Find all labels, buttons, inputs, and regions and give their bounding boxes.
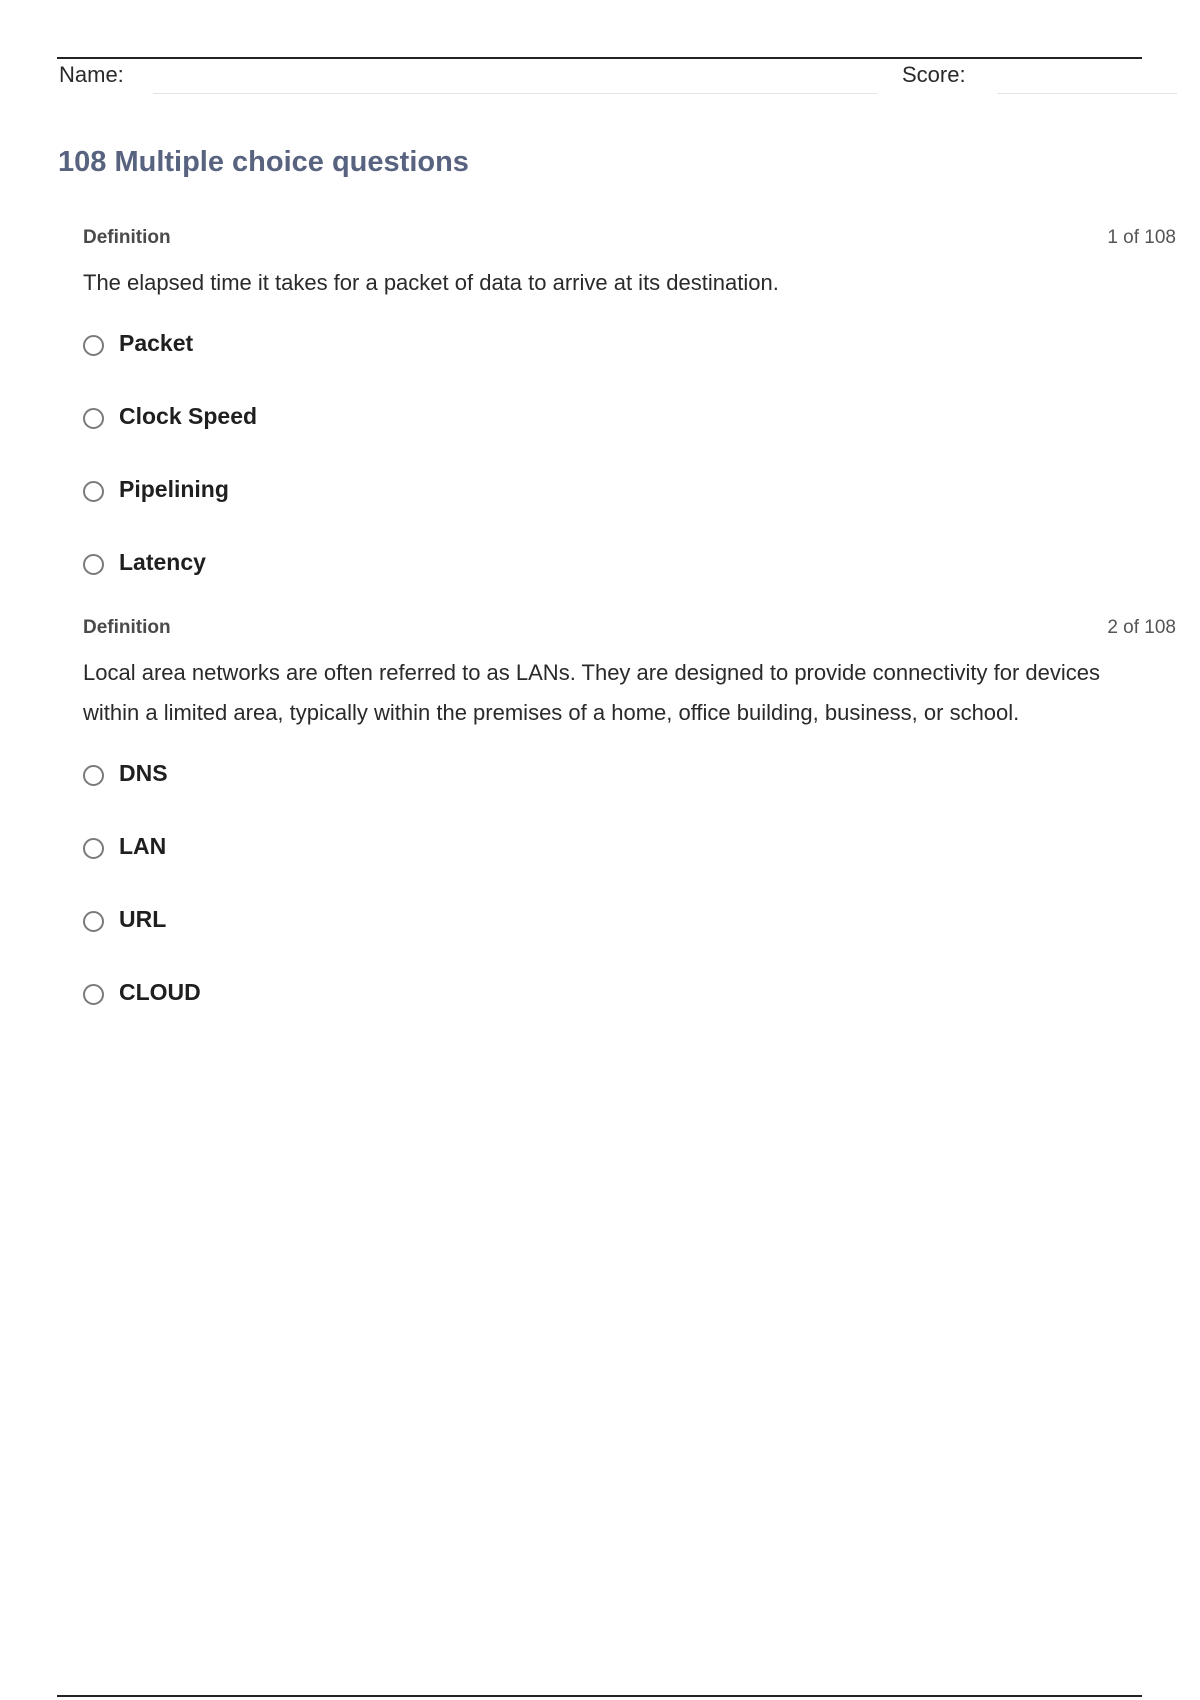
answer-option-label: Clock Speed (119, 403, 258, 429)
score-label: Score: (902, 62, 966, 87)
question-text: The elapsed time it takes for a packet of data to arrive at its destination. (83, 270, 779, 295)
question-counter: 2 of 108 (1107, 617, 1176, 638)
question-card (83, 227, 1176, 606)
score-field[interactable] (997, 93, 1177, 94)
answer-option-label: CLOUD (119, 979, 201, 1005)
answer-option[interactable] (83, 963, 1176, 1036)
radio-button-icon[interactable] (83, 408, 104, 429)
answer-options (83, 744, 1176, 1036)
name-label: Name: (59, 62, 124, 87)
radio-button-icon[interactable] (83, 838, 104, 859)
page-title: 108 Multiple choice questions (58, 146, 469, 178)
radio-button-icon[interactable] (83, 765, 104, 786)
question-type-label: Definition (83, 227, 171, 248)
answer-options (83, 314, 1176, 606)
radio-button-icon[interactable] (83, 335, 104, 356)
radio-button-icon[interactable] (83, 911, 104, 932)
answer-option-label: Packet (119, 330, 194, 356)
question-text: Local area networks are often referred to as LANs. They are designed to provide connectivity for devices within a limited area, typically within the premises of a home, office building, business, or school. (83, 660, 1101, 725)
radio-button-icon[interactable] (83, 554, 104, 575)
answer-option-label: DNS (119, 760, 168, 786)
question-type-label: Definition (83, 617, 171, 638)
radio-button-icon[interactable] (83, 984, 104, 1005)
top-rule (57, 57, 1142, 59)
answer-option-label: URL (119, 906, 167, 932)
question-card (83, 617, 1176, 1036)
answer-option-label: Latency (119, 549, 206, 575)
answer-option[interactable] (83, 744, 1176, 817)
question-counter: 1 of 108 (1107, 227, 1176, 248)
answer-option-label: Pipelining (119, 476, 229, 502)
bottom-rule (57, 1695, 1142, 1697)
answer-option[interactable] (83, 460, 1176, 533)
answer-option[interactable] (83, 533, 1176, 606)
answer-option-label: LAN (119, 833, 167, 859)
radio-button-icon[interactable] (83, 481, 104, 502)
answer-option[interactable] (83, 387, 1176, 460)
answer-option[interactable] (83, 817, 1176, 890)
name-field[interactable] (153, 93, 877, 94)
answer-option[interactable] (83, 314, 1176, 387)
answer-option[interactable] (83, 890, 1176, 963)
